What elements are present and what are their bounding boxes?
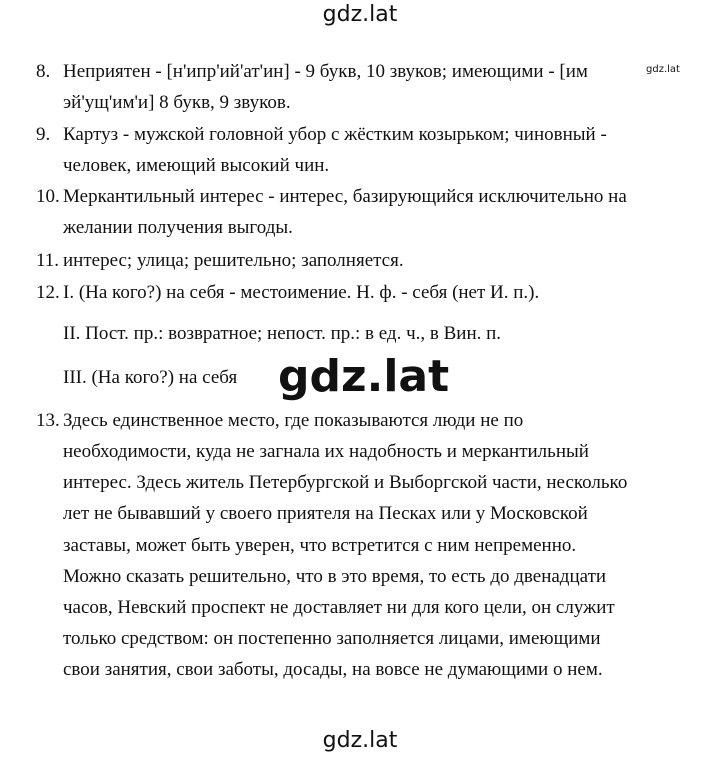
watermark-bottom: gdz.lat	[322, 728, 398, 753]
item-8-number: 8.	[36, 61, 51, 82]
item-13-line-1: Здесь единственное место, где показываются люди не по	[63, 410, 524, 431]
item-10-line-2: желании получения выгоды.	[63, 217, 293, 238]
watermark-small: gdz.lat	[646, 64, 680, 75]
item-13-line-3: интерес. Здесь житель Петербургской и Выборгской части, несколько	[63, 472, 628, 493]
item-13-line-4: лет не бывавший у своего приятеля на Песках или у Московской	[63, 503, 588, 524]
item-13-line-2: необходимости, куда не загнала их надобность и меркантильный	[63, 441, 589, 462]
item-11-line-1: интерес; улица; решительно; заполняется.	[63, 250, 404, 271]
item-13-number: 13.	[36, 410, 60, 431]
item-12-line-1: I. (На кого?) на себя - местоимение. Н. ф. - себя (нет И. п.).	[63, 282, 540, 303]
watermark-top: gdz.lat	[322, 2, 398, 27]
item-12-line-2: II. Пост. пр.: возвратное; непост. пр.: в ед. ч., в Вин. п.	[63, 323, 502, 344]
watermark-center: gdz.lat	[278, 351, 450, 402]
item-11-number: 11.	[36, 250, 60, 271]
item-12-line-3: III. (На кого?) на себя	[63, 367, 238, 388]
item-10-line-1: Меркантильный интерес - интерес, базирующийся исключительно на	[63, 186, 627, 207]
item-10-number: 10.	[36, 186, 60, 207]
item-13-line-5: заставы, может быть уверен, что встретится с ним непременно.	[63, 535, 577, 556]
item-9-line-1: Картуз - мужской головной убор с жёстким козырьком; чиновный -	[63, 124, 607, 145]
item-13-line-9: свои занятия, свои заботы, досады, на вовсе не думающими о нем.	[63, 659, 603, 680]
item-13-line-7: часов, Невский проспект не доставляет ни для кого цели, он служит	[63, 597, 615, 618]
item-8-line-1: Неприятен - [н'ипр'ий'ат'ин] - 9 букв, 10 звуков; имеющими - [им	[63, 61, 588, 82]
item-13-line-6: Можно сказать решительно, что в это время, то есть до двенадцати	[63, 566, 607, 587]
item-12-number: 12.	[36, 282, 60, 303]
item-9-number: 9.	[36, 124, 51, 145]
item-9-line-2: человек, имеющий высокий чин.	[63, 155, 330, 176]
item-13-line-8: только средством: он постепенно заполняется лицами, имеющими	[63, 628, 601, 649]
item-8-line-2: эй'ущ'им'и] 8 букв, 9 звуков.	[63, 92, 291, 113]
